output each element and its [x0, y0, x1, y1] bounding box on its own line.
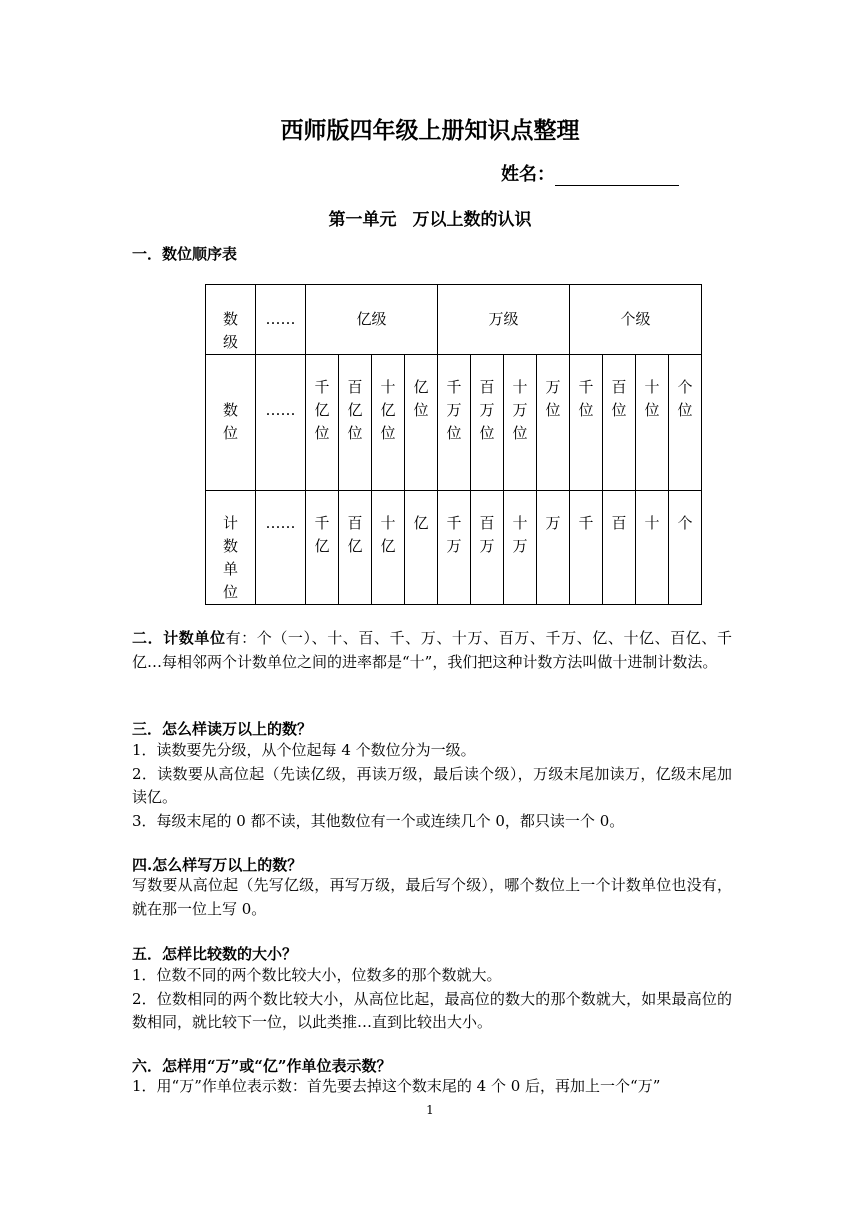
ellipsis-cell: …… [256, 355, 306, 491]
table-cell: 百位 [603, 355, 636, 491]
table-cell: 十 [636, 491, 669, 605]
section-5-heading: 五．怎样比较数的大小？ [132, 945, 298, 963]
ellipsis-cell: …… [256, 285, 306, 355]
table-cell: 亿位 [405, 355, 438, 491]
row-header: 计数单位 [206, 491, 256, 605]
list-item: 3．每级末尾的 0 都不读，其他数位有一个或连续几个 0，都只读一个 0。 [132, 811, 625, 830]
section-2-heading: 二．计数单位 [132, 629, 226, 647]
table-cell: 十万 [504, 491, 537, 605]
table-cell: 千亿 [306, 491, 339, 605]
section-1-heading: 一．数位顺序表 [132, 245, 238, 263]
table-cell: 百万 [471, 491, 504, 605]
unit-label: 第一单元 [328, 210, 397, 230]
section-5-body [132, 964, 732, 1035]
table-cell: 千 [570, 491, 603, 605]
section-2-text: 有：个（一）、十、百、千、万、十万、百万、千万、亿、十亿、百亿、千亿…每相邻两个计数单位之间的进率都是“十”，我们把这种计数方法叫做十进制计数法。 [132, 629, 732, 671]
level-cell: 亿级 [306, 285, 438, 355]
table-row-units [206, 491, 702, 605]
table-cell: 十万位 [504, 355, 537, 491]
level-cell: 万级 [438, 285, 570, 355]
unit-heading [0, 205, 860, 230]
section-4-text: 写数要从高位起（先写亿级，再写万级，最后写个级），哪个数位上一个计数单位也没有，就在那一位上写 0。 [132, 876, 732, 918]
ellipsis-cell: …… [256, 491, 306, 605]
table-cell: 十位 [636, 355, 669, 491]
table-cell: 十亿 [372, 491, 405, 605]
table-cell: 十亿位 [372, 355, 405, 491]
section-6-item-1: 1．用“万”作单位表示数：首先要去掉这个数末尾的 4 个 0 后，再加上一个“万” [132, 1077, 661, 1095]
table-cell: 百 [603, 491, 636, 605]
table-cell: 万位 [537, 355, 570, 491]
table-cell: 千位 [570, 355, 603, 491]
section-3-body [132, 739, 732, 833]
page-number: 1 [426, 1103, 434, 1117]
document-title: 西师版四年级上册知识点整理 [280, 117, 580, 144]
list-item: 2．位数相同的两个数比较大小，从高位比起，最高位的数大的那个数就大，如果最高位的数相同，就比较下一位，以此类推…直到比较出大小。 [132, 989, 732, 1031]
table-row-levels [206, 285, 702, 355]
row-header: 数级 [206, 285, 256, 355]
table-cell: 亿 [405, 491, 438, 605]
name-blank-line [555, 163, 679, 186]
section-6-heading: 六．怎样用“万”或“亿”作单位表示数？ [132, 1057, 392, 1075]
table-cell: 百亿 [339, 491, 372, 605]
table-cell: 千万位 [438, 355, 471, 491]
table-cell: 千亿位 [306, 355, 339, 491]
name-field [501, 160, 679, 186]
table-cell: 个 [669, 491, 702, 605]
table-cell: 百万位 [471, 355, 504, 491]
row-header: 数位 [206, 355, 256, 491]
section-3-heading: 三．怎么样读万以上的数？ [132, 720, 313, 738]
table-cell: 千万 [438, 491, 471, 605]
table-cell: 万 [537, 491, 570, 605]
section-4-heading: 四.怎么样写万以上的数？ [132, 856, 303, 874]
section-2-paragraph [132, 627, 732, 674]
table-cell: 百亿位 [339, 355, 372, 491]
unit-topic: 万以上数的认识 [412, 210, 532, 230]
place-value-table [205, 284, 702, 605]
level-cell: 个级 [570, 285, 702, 355]
list-item: 1．读数要先分级，从个位起每 4 个数位分为一级。 [132, 741, 476, 759]
table-row-places [206, 355, 702, 491]
list-item: 2．读数要从高位起（先读亿级，再读万级，最后读个级），万级末尾加读万，亿级末尾加读亿。 [132, 764, 732, 806]
name-label: 姓名： [501, 164, 555, 185]
table-cell: 个位 [669, 355, 702, 491]
list-item: 1．位数不同的两个数比较大小，位数多的那个数就大。 [132, 966, 502, 984]
